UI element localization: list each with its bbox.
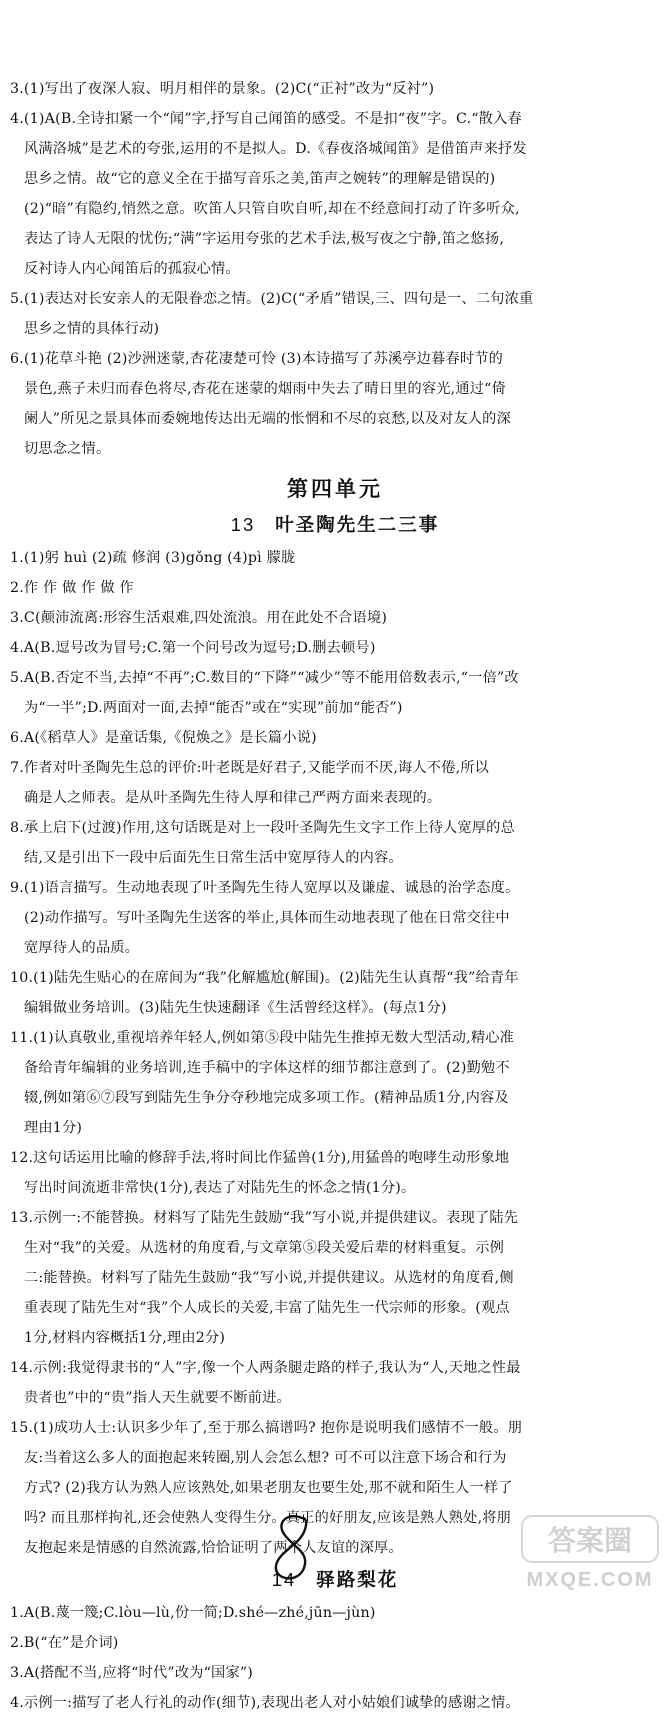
answer-line: 表达了诗人无限的忧伤;“满”字运用夸张的艺术手法,极写夜之宁静,笛之悠扬,: [24, 231, 505, 247]
answer-line: 6.A(《稻草人》是童话集,《倪焕之》是长篇小说): [10, 730, 317, 746]
answer-line: 编辑做业务培训。(3)陆先生快速翻译《生活曾经这样》。(每点1分): [24, 1000, 447, 1016]
answer-item: [10, 344, 660, 464]
answer-line: 生对“我”的关爱。从选材的角度看,与文章第⑤段关爱后辈的材料重复。示例: [24, 1240, 505, 1256]
answer-item: [10, 74, 660, 104]
answer-item: [10, 603, 660, 633]
answer-item: [10, 723, 660, 753]
answer-line: 1.A(B.蔑一篾;C.lòu—lù,份一简;D.shé—zhé,jūn—jùn): [10, 1605, 376, 1621]
answer-line: 4.示例一:描写了老人行礼的动作(细节),表现出老人对小姑娘们诚挚的感谢之情。: [10, 1695, 520, 1711]
answer-item: [10, 104, 660, 284]
answer-line: 1.(1)躬 huì (2)疏 修润 (3)gǒng (4)pì 朦胧: [10, 550, 296, 566]
lesson-13-title: [10, 508, 660, 543]
answer-line: 2.B(“在”是介词): [10, 1635, 119, 1651]
answer-item: [10, 663, 660, 723]
handwritten-page-number: [258, 1508, 328, 1588]
watermark-logo: [516, 1510, 666, 1596]
answer-line: 4.(1)A(B.全诗扣紧一个“闻”字,抒写自己闻笛的感受。不是扣“夜”字。C.“散入春: [10, 111, 522, 127]
answer-line: 风满洛城”是艺术的夸张,运用的不是拟人。D.《春夜洛城闻笛》是借笛声来抒发: [24, 141, 527, 157]
lesson-14-answers: [10, 1598, 660, 1718]
lesson-14-number: 14: [271, 1569, 297, 1590]
answer-item: [10, 633, 660, 663]
answer-line: 阑人”所见之景具体而委婉地传达出无端的怅惘和不尽的哀愁,以及对友人的深: [24, 411, 511, 427]
answer-line: 切思念之情。: [24, 441, 111, 457]
page-number-8-glyph: [258, 1508, 328, 1588]
answer-line: (2)“暗”有隐约,悄然之意。吹笛人只管自吹自听,却在不经意间打动了许多听众,: [24, 201, 520, 217]
answer-line: (2)动作描写。写叶圣陶先生送客的举止,具体而生动地表现了他在日常交往中: [24, 910, 510, 926]
answer-item: [10, 1023, 660, 1143]
answer-line: 3.(1)写出了夜深人寂、明月相伴的景象。(2)C(“正衬”改为“反衬”): [10, 81, 435, 97]
lesson-13-name: 叶圣陶先生二三事: [275, 515, 440, 536]
answer-line: 友:当着这么多人的面抱起来转圈,别人会怎么想? 可不可以注意下场合和行为: [24, 1450, 507, 1466]
answer-item: [10, 1353, 660, 1413]
answer-line: 反衬诗人内心闻笛后的孤寂心情。: [24, 261, 240, 277]
previous-unit-answers: [10, 74, 660, 464]
answer-item: [10, 1143, 660, 1203]
answer-item: [10, 1658, 660, 1688]
answer-line: 友抱起来是情感的自然流露,恰恰证明了两个人友谊的深厚。: [24, 1540, 403, 1556]
answer-line: 3.C(颠沛流离:形容生活艰难,四处流浪。用在此处不合语境): [10, 610, 388, 626]
answer-line: 理由1分): [24, 1120, 83, 1136]
answer-line: 确是人之师表。是从叶圣陶先生待人厚和律己严两方面来表现的。: [24, 790, 442, 806]
answer-item: [10, 1628, 660, 1658]
watermark-graphic: [516, 1510, 666, 1596]
watermark-top-text: 答案圈: [547, 1525, 633, 1556]
answer-content: [10, 74, 660, 1718]
answer-line: 6.(1)花草斗艳 (2)沙洲迷蒙,杏花凄楚可怜 (3)本诗描写了苏溪亭边暮春时节的: [10, 351, 504, 367]
answer-line: 3.A(搭配不当,应将“时代”改为“国家”): [10, 1665, 254, 1681]
answer-line: 5.(1)表达对长安亲人的无限眷恋之情。(2)C(“矛盾”错误,三、四句是一、二句浓重: [10, 291, 534, 307]
answer-item: [10, 284, 660, 344]
answer-line: 11.(1)认真敬业,重视培养年轻人,例如第⑤段中陆先生推掉无数大型活动,精心准: [10, 1030, 515, 1046]
answer-item: [10, 573, 660, 603]
answer-line: 吗? 而且那样拘礼,还会使熟人变得生分。真正的好朋友,应该是熟人熟处,将朋: [24, 1510, 512, 1526]
answer-line: 贵者也”中的“贵”指人天生就要不断前进。: [24, 1390, 291, 1406]
answer-line: 思乡之情的具体行动): [24, 321, 160, 337]
answer-line: 14.示例:我觉得隶书的“人”字,像一个人两条腿走路的样子,我认为“人,天地之性最: [10, 1360, 521, 1376]
answer-item: [10, 963, 660, 1023]
answer-line: 13.示例一:不能替换。材料写了陆先生鼓励“我”写小说,并提供建议。表现了陆先: [10, 1210, 519, 1226]
unit-title: 第四单元: [287, 476, 383, 501]
answer-line: 7.作者对叶圣陶先生总的评价:叶老既是好君子,又能学而不厌,诲人不倦,所以: [10, 760, 490, 776]
answer-line: 10.(1)陆先生贴心的在席间为“我”化解尴尬(解围)。(2)陆先生认真帮“我”给青年: [10, 970, 519, 986]
answer-item: [10, 1203, 660, 1353]
answer-line: 15.(1)成功人士:认识多少年了,至于那么搞谱吗? 抱你是说明我们感情不一般。朋: [10, 1420, 523, 1436]
answer-line: 备给青年编辑的业务培训,连手稿中的字体这样的细节都注意到了。(2)勤勉不: [24, 1060, 510, 1076]
answer-line: 方式? (2)我方认为熟人应该熟处,如果老朋友也要生处,那不就和陌生人一样了: [24, 1480, 513, 1496]
answer-line: 辍,例如第⑥⑦段写到陆先生争分夺秒地完成多项工作。(精神品质1分,内容及: [24, 1090, 509, 1106]
watermark-bottom-text: MXQE.COM: [526, 1569, 654, 1591]
lesson-13-answers: [10, 543, 660, 1563]
answer-item: [10, 543, 660, 573]
answer-item: [10, 813, 660, 873]
answer-item: [10, 873, 660, 963]
answer-line: 二:能替换。材料写了陆先生鼓励“我”写小说,并提供建议。从选材的角度看,侧: [24, 1270, 514, 1286]
answer-line: 9.(1)语言描写。生动地表现了叶圣陶先生待人宽厚以及谦虚、诚恳的治学态度。: [10, 880, 520, 896]
answer-item: [10, 1688, 660, 1718]
answer-line: 2.作 作 做 作 做 作: [10, 580, 134, 596]
lesson-14-name: 驿路梨花: [316, 1570, 399, 1591]
answer-line: 结,又是引出下一段中后面先生日常生活中宽厚待人的内容。: [24, 850, 403, 866]
answer-line: 写出时间流逝非常快(1分),表达了对陆先生的怀念之情(1分)。: [24, 1180, 416, 1196]
answer-line: 景色,燕子未归而春色将尽,杏花在迷蒙的烟雨中失去了晴日里的容光,通过“倚: [24, 381, 506, 397]
answer-line: 为“一半”;D.两面对一面,去掉“能否”或在“实现”前加“能否”): [24, 700, 403, 716]
answer-line: 5.A(B.否定不当,去掉“不再”;C.数目的“下降”“减少”等不能用倍数表示,“一倍”改: [10, 670, 519, 686]
answer-line: 12.这句话运用比喻的修辞手法,将时间比作猛兽(1分),用猛兽的咆哮生动形象地: [10, 1150, 510, 1166]
answer-item: [10, 753, 660, 813]
lesson-13-number: 13: [230, 514, 256, 535]
answer-line: 宽厚待人的品质。: [24, 940, 140, 956]
answer-line: 1分,材料内容概括1分,理由2分): [24, 1330, 226, 1346]
answer-line: 重表现了陆先生对“我”个人成长的关爱,丰富了陆先生一代宗师的形象。(观点: [24, 1300, 510, 1316]
answer-line: 思乡之情。故“它的意义全在于描写音乐之美,笛声之婉转”的理解是错误的): [24, 171, 496, 187]
answer-item: [10, 1598, 660, 1628]
answer-line: 8.承上启下(过渡)作用,这句话既是对上一段叶圣陶先生文字工作上待人宽厚的总: [10, 820, 515, 836]
answer-line: 4.A(B.逗号改为冒号;C.第一个问号改为逗号;D.删去顿号): [10, 640, 376, 656]
